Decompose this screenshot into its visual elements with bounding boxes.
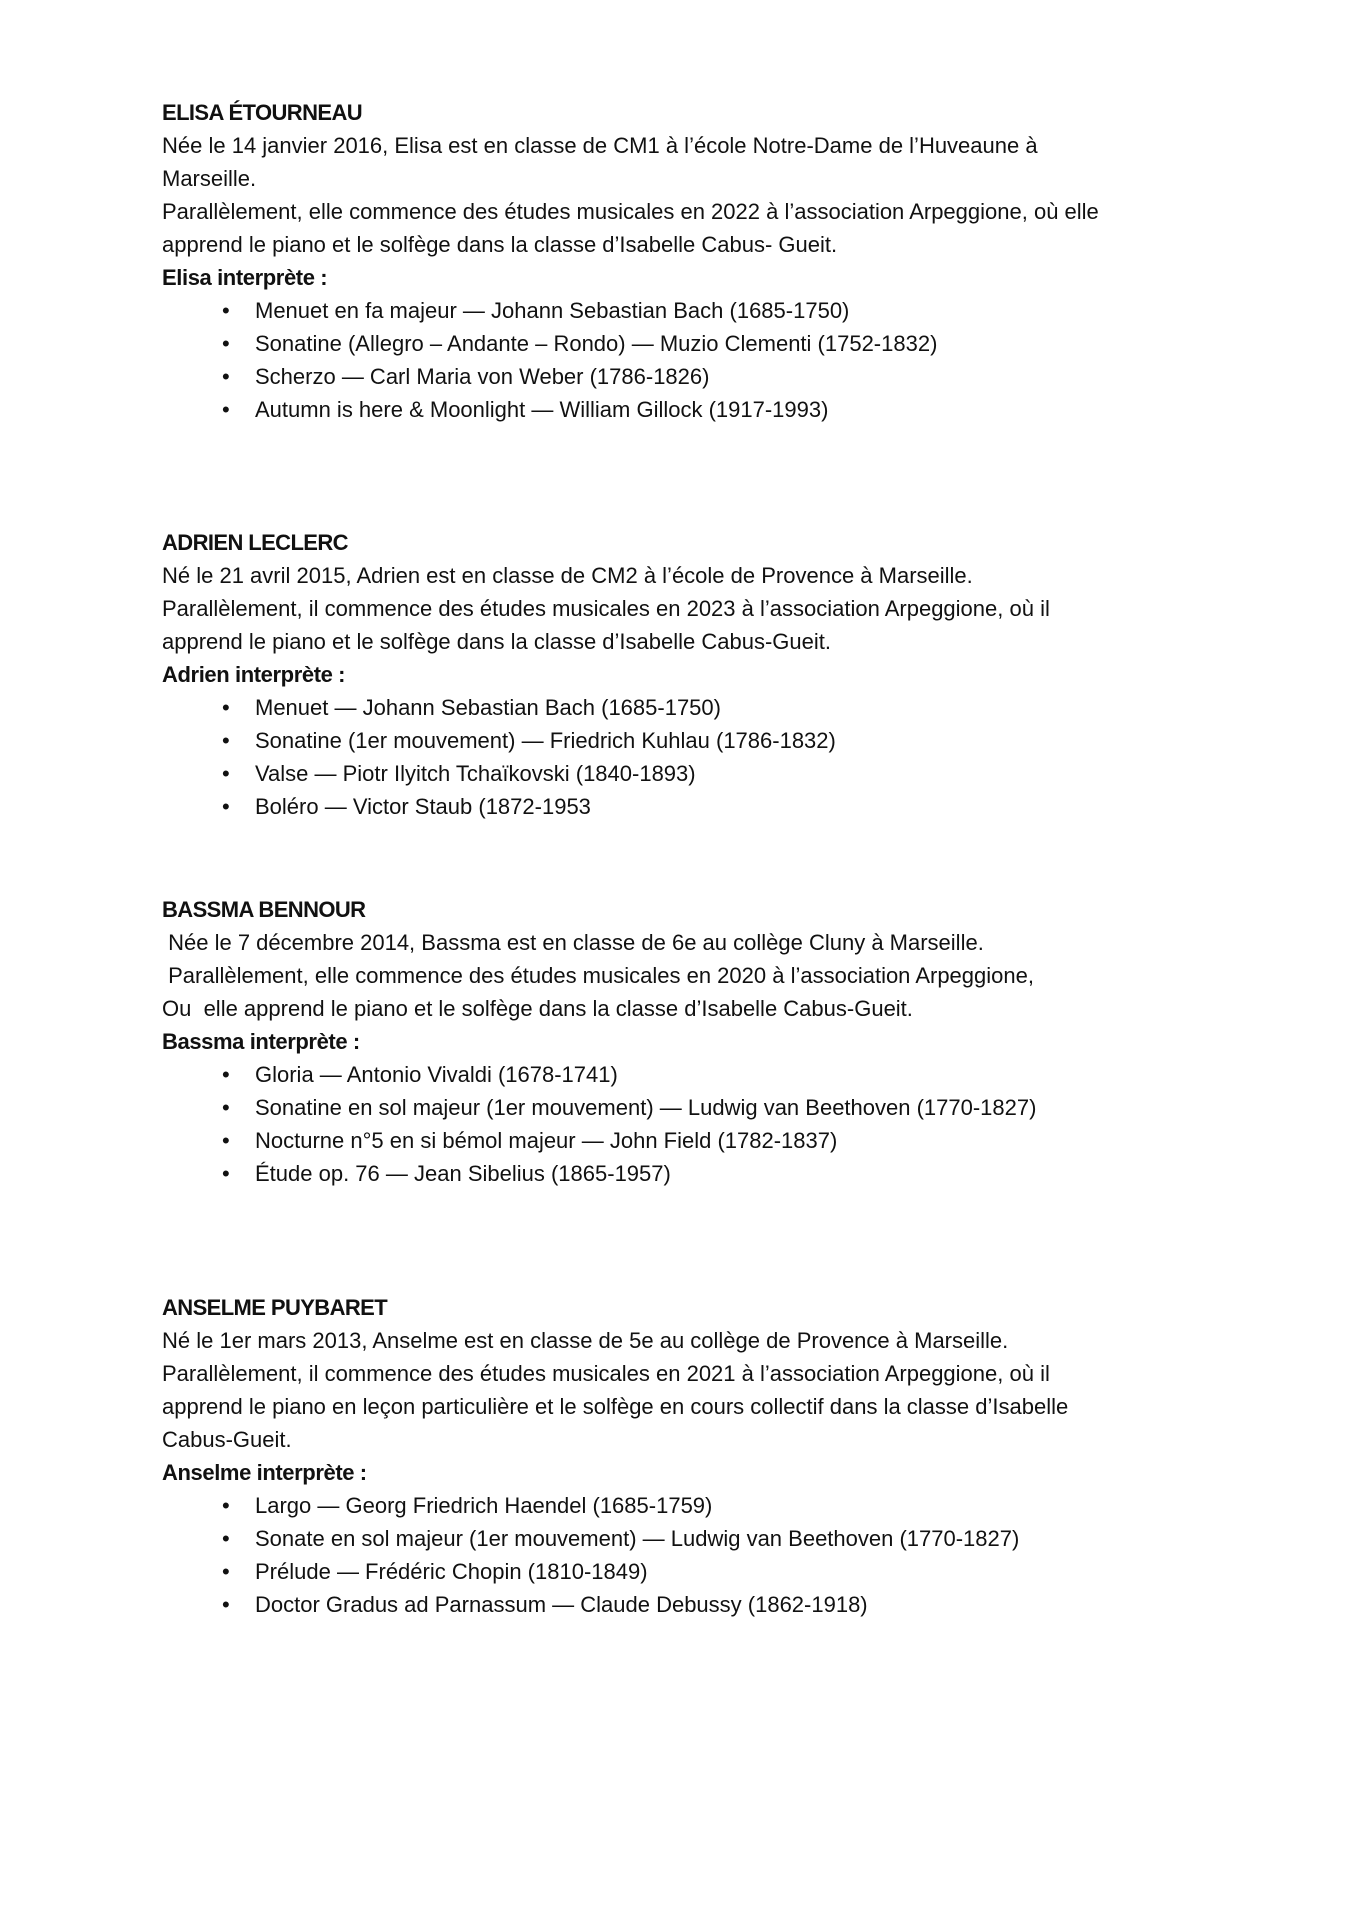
program-item [222,1058,1222,1091]
piece-text: Sonatine (Allegro – Andante – Rondo) — Muzio Clementi (1752-1832) [255,331,938,356]
bio-line: Née le 7 décembre 2014, Bassma est en classe de 6e au collège Cluny à Marseille. [162,930,984,955]
program-item [222,294,1222,327]
program-item [222,1157,1222,1190]
bio-line: Parallèlement, elle commence des études musicales en 2022 à l’association Arpeggione, où elle [162,199,1099,224]
program-item [222,724,1222,757]
program-heading: Adrien interprète : [162,662,346,687]
piece-text: Scherzo — Carl Maria von Weber (1786-1826) [255,364,710,389]
bio-line: Marseille. [162,166,257,191]
program-heading: Anselme interprète : [162,1460,367,1485]
program-item [222,1091,1222,1124]
bullet-icon: • [222,761,230,786]
bullet-icon: • [222,728,230,753]
piece-text: Gloria — Antonio Vivaldi (1678-1741) [255,1062,618,1087]
bio-line: Cabus-Gueit. [162,1427,292,1452]
performer-section-bassma [162,893,1222,1190]
program-list [162,1058,1222,1190]
program-item [222,1555,1222,1588]
performer-section-adrien [162,526,1222,823]
bullet-icon: • [222,364,230,389]
program-item [222,1489,1222,1522]
performer-name: ANSELME PUYBARET [162,1295,388,1320]
bullet-icon: • [222,1592,230,1617]
piece-text: Valse — Piotr Ilyitch Tchaïkovski (1840-1893) [255,761,696,786]
performer-section-anselme [162,1291,1222,1621]
piece-text: Prélude — Frédéric Chopin (1810-1849) [255,1559,648,1584]
piece-text: Sonatine en sol majeur (1er mouvement) — Ludwig van Beethoven (1770-1827) [255,1095,1037,1120]
program-heading: Bassma interprète : [162,1029,360,1054]
performer-section-elisa [162,96,1222,426]
bullet-icon: • [222,397,230,422]
piece-text: Sonate en sol majeur (1er mouvement) — Ludwig van Beethoven (1770-1827) [255,1526,1020,1551]
bio-line: apprend le piano et le solfège dans la classe d’Isabelle Cabus- Gueit. [162,232,838,257]
bio-line: Né le 1er mars 2013, Anselme est en classe de 5e au collège de Provence à Marseille. [162,1328,1009,1353]
piece-text: Étude op. 76 — Jean Sibelius (1865-1957) [255,1161,671,1186]
bullet-icon: • [222,1062,230,1087]
bio-line: Ou elle apprend le piano et le solfège dans la classe d’Isabelle Cabus-Gueit. [162,996,913,1021]
bullet-icon: • [222,1526,230,1551]
piece-text: Doctor Gradus ad Parnassum — Claude Debussy (1862-1918) [255,1592,868,1617]
program-item [222,327,1222,360]
program-list [162,294,1222,426]
bullet-icon: • [222,1559,230,1584]
program-item [222,691,1222,724]
piece-text: Menuet — Johann Sebastian Bach (1685-1750) [255,695,721,720]
bullet-icon: • [222,1095,230,1120]
bio-line: Née le 14 janvier 2016, Elisa est en classe de CM1 à l’école Notre-Dame de l’Huveaune à [162,133,1038,158]
program-list [162,691,1222,823]
piece-text: Largo — Georg Friedrich Haendel (1685-1759) [255,1493,713,1518]
performer-name: ELISA ÉTOURNEAU [162,100,363,125]
piece-text: Autumn is here & Moonlight — William Gillock (1917-1993) [255,397,829,422]
performer-name: ADRIEN LECLERC [162,530,348,555]
program-item [222,1124,1222,1157]
program-list [162,1489,1222,1621]
bullet-icon: • [222,695,230,720]
bullet-icon: • [222,794,230,819]
bio-line: Parallèlement, il commence des études musicales en 2021 à l’association Arpeggione, où il [162,1361,1050,1386]
program-item [222,1588,1222,1621]
program-item [222,393,1222,426]
bullet-icon: • [222,1128,230,1153]
bio-line: apprend le piano en leçon particulière et le solfège en cours collectif dans la classe d’Isabelle [162,1394,1069,1419]
program-item [222,360,1222,393]
piece-text: Menuet en fa majeur — Johann Sebastian Bach (1685-1750) [255,298,850,323]
program-heading: Elisa interprète : [162,265,328,290]
program-item [222,790,1222,823]
performer-name: BASSMA BENNOUR [162,897,366,922]
bio-line: Parallèlement, il commence des études musicales en 2023 à l’association Arpeggione, où il [162,596,1050,621]
bullet-icon: • [222,331,230,356]
bio-line: Né le 21 avril 2015, Adrien est en classe de CM2 à l’école de Provence à Marseille. [162,563,973,588]
bullet-icon: • [222,1493,230,1518]
bio-line: apprend le piano et le solfège dans la classe d’Isabelle Cabus-Gueit. [162,629,831,654]
piece-text: Nocturne n°5 en si bémol majeur — John Field (1782-1837) [255,1128,838,1153]
program-item [222,757,1222,790]
piece-text: Sonatine (1er mouvement) — Friedrich Kuhlau (1786-1832) [255,728,836,753]
bio-line: Parallèlement, elle commence des études musicales en 2020 à l’association Arpeggione, [162,963,1034,988]
piece-text: Boléro — Victor Staub (1872-1953 [255,794,591,819]
program-item [222,1522,1222,1555]
bullet-icon: • [222,298,230,323]
bullet-icon: • [222,1161,230,1186]
